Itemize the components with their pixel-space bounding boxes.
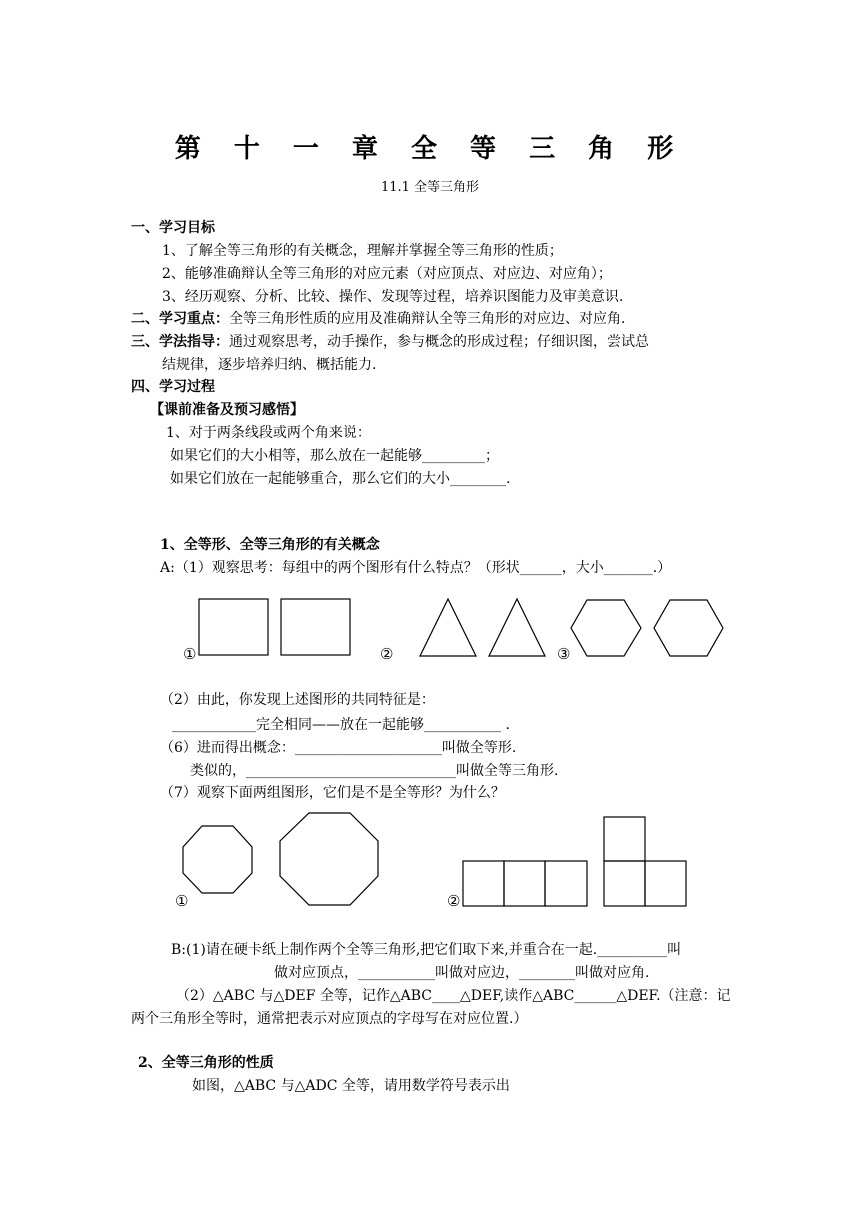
question-b2: （2）△ABC 与△DEF 全等，记作△ABC____△DEF,读作△ABC______△DEF.（注意：记: [176, 988, 731, 1004]
question-b2-cont: 两个三角形全等时，通常把表示对应顶点的字母写在对应位置.）: [131, 1011, 528, 1027]
grid-square: [463, 861, 504, 906]
method-text: 通过观察思考，动手操作，参与概念的形成过程；仔细识图，尝试总: [229, 334, 649, 350]
goal-item: 1、了解全等三角形的有关概念，理解并掌握全等三角形的性质；: [162, 243, 563, 259]
grid-square: [604, 817, 645, 861]
figure-label-2b: ②: [447, 892, 461, 910]
grid-square: [604, 861, 645, 906]
prep-line: 如果它们的大小相等，那么放在一起能够_________；: [170, 448, 499, 464]
prep-line: 如果它们放在一起能够重合，那么它们的大小________.: [170, 471, 511, 487]
figure-label-2: ②: [380, 645, 394, 663]
question-2-blank: ____________完全相同——放在一起能够___________ .: [172, 717, 510, 733]
method-text-cont: 结规律，逐步培养归纳、概括能力.: [162, 357, 377, 373]
property-heading: 2、全等三角形的性质: [138, 1055, 274, 1071]
question-b1: B:(1)请在硬卡纸上制作两个全等三角形,把它们取下来,并重合在一起.__________叫: [171, 942, 682, 958]
goal-item: 3、经历观察、分析、比较、操作、发现等过程，培养识图能力及审美意识.: [162, 289, 624, 305]
section-subtitle: 11.1 全等三角形: [380, 180, 480, 195]
figure-label-1: ①: [183, 645, 197, 663]
large-octagon-shape: [280, 813, 378, 905]
focus-text: 全等三角形性质的应用及准确辩认全等三角形的对应边、对应角.: [229, 311, 626, 327]
method-heading: 三、学法指导：: [131, 334, 229, 350]
figure-label-3: ③: [557, 645, 571, 663]
process-heading: 四、学习过程: [131, 379, 215, 395]
question-a1: A:（1）观察思考：每组中的两个图形有什么特点？（形状______，大小_______.）: [160, 560, 672, 576]
prep-line: 1、对于两条线段或两个角来说：: [166, 425, 371, 441]
grid-square: [545, 861, 587, 906]
grid-square: [645, 861, 686, 906]
question-6-cont: 类似的，______________________________叫做全等三角形.: [190, 763, 559, 779]
goal-item: 2、能够准确辩认全等三角形的对应元素（对应顶点、对应边、对应角）；: [162, 266, 612, 282]
property-text: 如图，△ABC 与△ADC 全等，请用数学符号表示出: [192, 1078, 510, 1094]
question-7: （7）观察下面两组图形，它们是不是全等形？为什么？: [160, 785, 505, 801]
question-6: （6）进而得出概念：_____________________叫做全等形.: [160, 740, 517, 756]
question-b1-cont: 做对应顶点，___________叫做对应边，________叫做对应角.: [274, 965, 650, 981]
prep-heading: 【课前准备及预习感悟】: [150, 402, 304, 418]
grid-square: [504, 861, 545, 906]
goals-heading: 一、学习目标: [131, 220, 215, 236]
focus-heading: 二、学习重点：: [131, 311, 229, 327]
question-2: （2）由此，你发现上述图形的共同特征是：: [160, 692, 435, 708]
concept-heading: 1、全等形、全等三角形的有关概念: [160, 537, 380, 553]
figure-label-1b: ①: [175, 892, 189, 910]
small-octagon-shape: [183, 826, 252, 893]
page-title: 第 十 一 章 全 等 三 角 形: [174, 134, 686, 164]
